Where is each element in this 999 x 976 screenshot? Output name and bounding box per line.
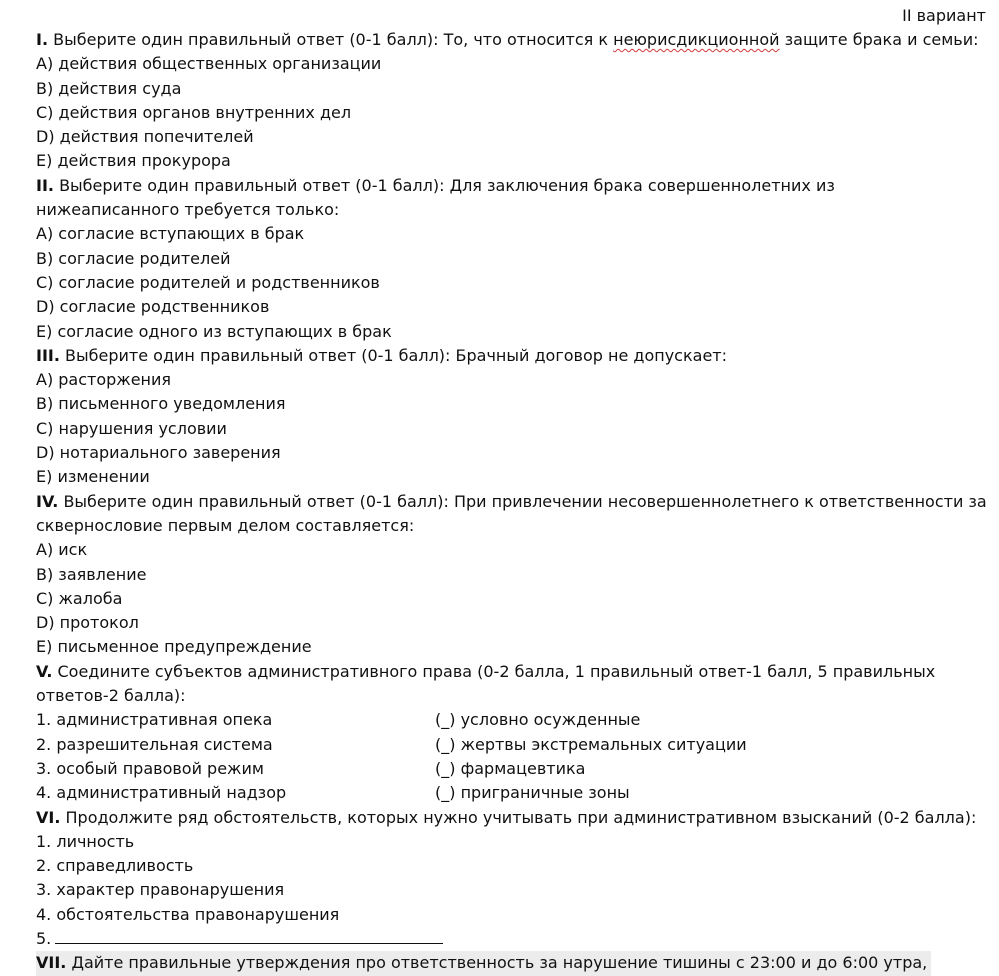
question-2-text: II. Выберите один правильный ответ (0-1 балл): Для заключения брака совершеннолетних из: [36, 175, 835, 195]
answer-option: E) действия прокурора: [36, 151, 231, 171]
blank-answer-line: [36, 927, 986, 951]
answer-option: C) жалоба: [36, 588, 123, 608]
match-right-item: (_) условно осужденные: [435, 710, 641, 730]
answer-option: A) иск: [36, 540, 88, 560]
question-6-text: VI. Продолжите ряд обстоятельств, которых нужно учитывать при административном взысканий (0-2 балла):: [36, 807, 977, 827]
list-item: 2. справедливость: [36, 856, 194, 876]
list-item: 4. обстоятельства правонарушения: [36, 904, 340, 924]
question-number: III.: [36, 345, 60, 365]
answer-option: A) действия общественных организации: [36, 54, 382, 74]
question-7-text: [36, 951, 986, 975]
question-number: IV.: [36, 491, 59, 511]
question-number: VI.: [36, 807, 61, 827]
answer-option: C) согласие родителей и родственников: [36, 272, 380, 292]
match-left-item: 2. разрешительная система: [36, 734, 273, 754]
question-3-text: III. Выберите один правильный ответ (0-1 балл): Брачный договор не допускает:: [36, 345, 727, 365]
match-right-item: (_) фармацевтика: [435, 758, 586, 778]
question-5-text: V. Соедините субъектов административного права (0-2 балла, 1 правильный ответ-1 балл, 5 правильных: [36, 661, 936, 681]
question-number: I.: [36, 30, 49, 49]
answer-blank[interactable]: [55, 927, 443, 944]
answer-option: B) согласие родителей: [36, 248, 231, 268]
match-right-item: (_) приграничные зоны: [435, 783, 630, 803]
question-1-text: I. Выберите один правильный ответ (0-1 балл): То, что относится к неюрисдикционной защите брака и семьи:: [36, 30, 979, 49]
question-number: VII.: [36, 953, 67, 973]
match-left-item: 3. особый правовой режим: [36, 758, 264, 778]
list-item: 3. характер правонарушения: [36, 880, 285, 900]
question-4-text-cont: сквернословие первым делом составляется:: [36, 515, 415, 535]
question-number: II.: [36, 175, 54, 195]
answer-option: C) действия органов внутренних дел: [36, 102, 352, 122]
match-left-item: 4. административный надзор: [36, 783, 287, 803]
answer-option: C) нарушения условии: [36, 418, 227, 438]
match-pair: [36, 781, 986, 805]
match-pair: [36, 708, 986, 732]
match-pair: [36, 733, 986, 757]
document-page: [36, 4, 986, 976]
blank-label: 5.: [36, 928, 52, 948]
answer-option: B) действия суда: [36, 78, 182, 98]
answer-option: E) согласие одного из вступающих в брак: [36, 321, 392, 341]
answer-option: B) письменного уведомления: [36, 394, 286, 414]
question-number: V.: [36, 661, 53, 681]
answer-option: A) расторжения: [36, 370, 172, 390]
match-left-item: 1. административная опека: [36, 710, 273, 730]
answer-option: D) протокол: [36, 613, 139, 633]
spellcheck-word: неюрисдикционной: [613, 30, 780, 49]
question-4-text: IV. Выберите один правильный ответ (0-1 балл): При привлечении несовершеннолетнего к ответственности за: [36, 491, 987, 511]
answer-option: E) изменении: [36, 467, 150, 487]
variant-label: II вариант: [902, 6, 986, 25]
list-item: 1. личность: [36, 831, 135, 851]
answer-option: D) действия попечителей: [36, 127, 254, 147]
match-right-item: (_) жертвы экстремальных ситуации: [435, 734, 747, 754]
highlighted-text: VII. Дайте правильные утверждения про ответственность за нарушение тишины с 23:00 и до 6:00 утра,: [36, 951, 931, 975]
match-pair: [36, 757, 986, 781]
answer-option: B) заявление: [36, 564, 147, 584]
answer-option: A) согласие вступающих в брак: [36, 224, 305, 244]
question-5-text-cont: ответов-2 балла):: [36, 686, 186, 706]
answer-option: D) нотариального заверения: [36, 443, 281, 463]
answer-option: E) письменное предупреждение: [36, 637, 312, 657]
question-2-text-cont: нижеаписанного требуется только:: [36, 200, 340, 220]
answer-option: D) согласие родственников: [36, 297, 270, 317]
